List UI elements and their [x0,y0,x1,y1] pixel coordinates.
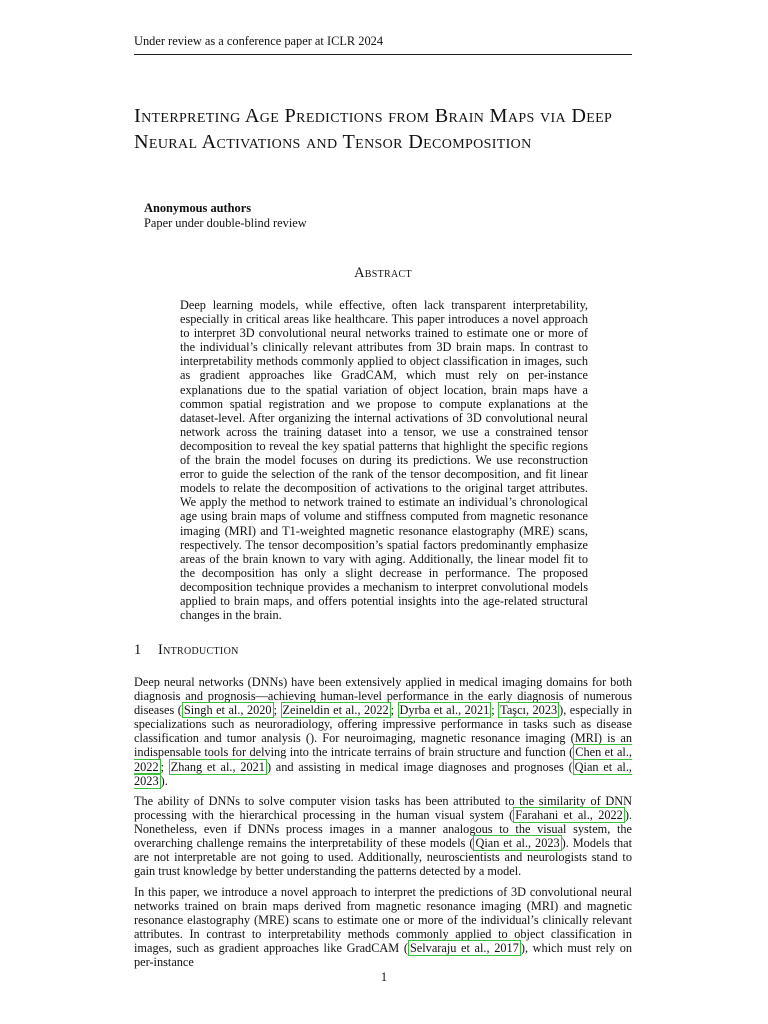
citation-link[interactable]: Chen et al., 2022 [134,745,632,774]
page-number: 1 [380,970,388,984]
paper-title: Interpreting Age Predictions from Brain Maps via Deep Neural Activations and Tensor Decomposition [134,105,613,153]
section-heading [134,642,239,659]
body-text [134,675,632,975]
citation-link[interactable]: Farahani et al., 2022 [515,808,623,823]
paragraph: The ability of DNNs to solve computer vision tasks has been attributed to the similarity of DNN processing with the hierarchical processing in the human visual system ( Farahani et al., 2022 ). Nonetheless, even if DNNs process images in a manner analogous to the visual system, the overarching challenge remains the interpretability of these models ( Qian et al., 2023 ). Models that are not interpretable are not going to used. Additionally, neuroscientists and neurologists stand to gain trust knowledge by better understanding the patterns detected by a model. [134,793,633,879]
paragraph: Deep neural networks (DNNs) have been extensively applied in medical imaging domains for both diagnosis and prognosis—achieving human-level performance in the early diagnosis of numerous diseases ( Singh et al., 2020 ; Zeineldin et al., 2022 ; Dyrba et al., 2021 ; Taşcı, 2023 ), especially in specializations such as neuroradiology, offering impressive performance in tasks such as disease classification and tumor analysis (). For neuroimaging, magnetic resonance imaging (MRI) is an indispensable tools for delving into the intricate terrains of brain structure and function ( Chen et al., 2022 ; Zhang et al., 2021 ) and assisting in medical image diagnoses and prognoses ( Qian et al., 2023 ). [134,675,633,788]
running-header: Under review as a conference paper at ICLR 2024 [134,34,632,55]
abstract-heading: Abstract [354,265,412,281]
abstract-text: Deep learning models, while effective, often lack transparent interpretability, especially in critical areas like healthcare. This paper introduces a novel approach to interpret 3D convolutional neural networks trained to estimate one or more of the individual’s clinically relevant attributes from 3D brain maps. In contrast to interpretability methods commonly applied to object classification in images, such as gradient approaches like GradCAM, which must rely on per-instance explanations due to the spatial variation of object location, brain maps have a common spatial registration and we propose to compute explanations at the dataset-level. After organizing the internal activations of 3D convolutional neural network across the training dataset into a tensor, we use a constrained tensor decomposition to reveal the key spatial patterns that highlight the specific regions of the brain the model focuses on during its predictions. We use reconstruction error to guide the selection of the rank of the tensor decomposition, and fit linear models to relate the decomposition of activations to the original target attributes. We apply the method to network trained to estimate an individual’s chronological age using brain maps of volume and stiffness computed from magnetic resonance imaging (MRI) and T1-weighted magnetic resonance elastography (MRE) scans, respectively. The tensor decomposition’s spatial factors predominantly emphasize areas of the brain known to vary with aging. Additionally, the linear model fit to the decomposition has only a slight decrease in performance. The proposed decomposition technique provides a mechanism to interpret convolutional models applied to brain maps, and offers potential insights into the age-related structural changes in the brain. [180,298,588,623]
citation-link[interactable]: Singh et al., 2020 [183,703,272,718]
citation-link[interactable]: Qian et al., 2023 [134,759,632,788]
paragraph: In this paper, we introduce a novel approach to interpret the predictions of 3D convolutional neural networks trained on brain maps derived from magnetic resonance imaging (MRI) and magnetic resonance elastography (MRE) scans to estimate one or more of the individual’s clinically relevant attributes. In contrast to interpretability methods commonly applied to object classification in images, such as gradient approaches like GradCAM ( Selvaraju et al., 2017 ), which must rely on per-instance [134,884,632,970]
section-title: Introduction [158,642,239,658]
citation-link[interactable]: Zeineldin et al., 2022 [282,703,389,718]
citation-link[interactable]: Taşcı, 2023 [500,703,558,718]
author-name: Anonymous authors [144,201,252,215]
citation-link[interactable]: Zhang et al., 2021 [170,759,265,774]
citation-link[interactable]: Dyrba et al., 2021 [399,703,490,718]
section-number: 1 [134,642,142,658]
citation-link[interactable]: Qian et al., 2023 [475,836,560,851]
review-note: Paper under double-blind review [144,216,307,230]
author-block [144,201,307,231]
citation-link[interactable]: Selvaraju et al., 2017 [409,941,519,956]
